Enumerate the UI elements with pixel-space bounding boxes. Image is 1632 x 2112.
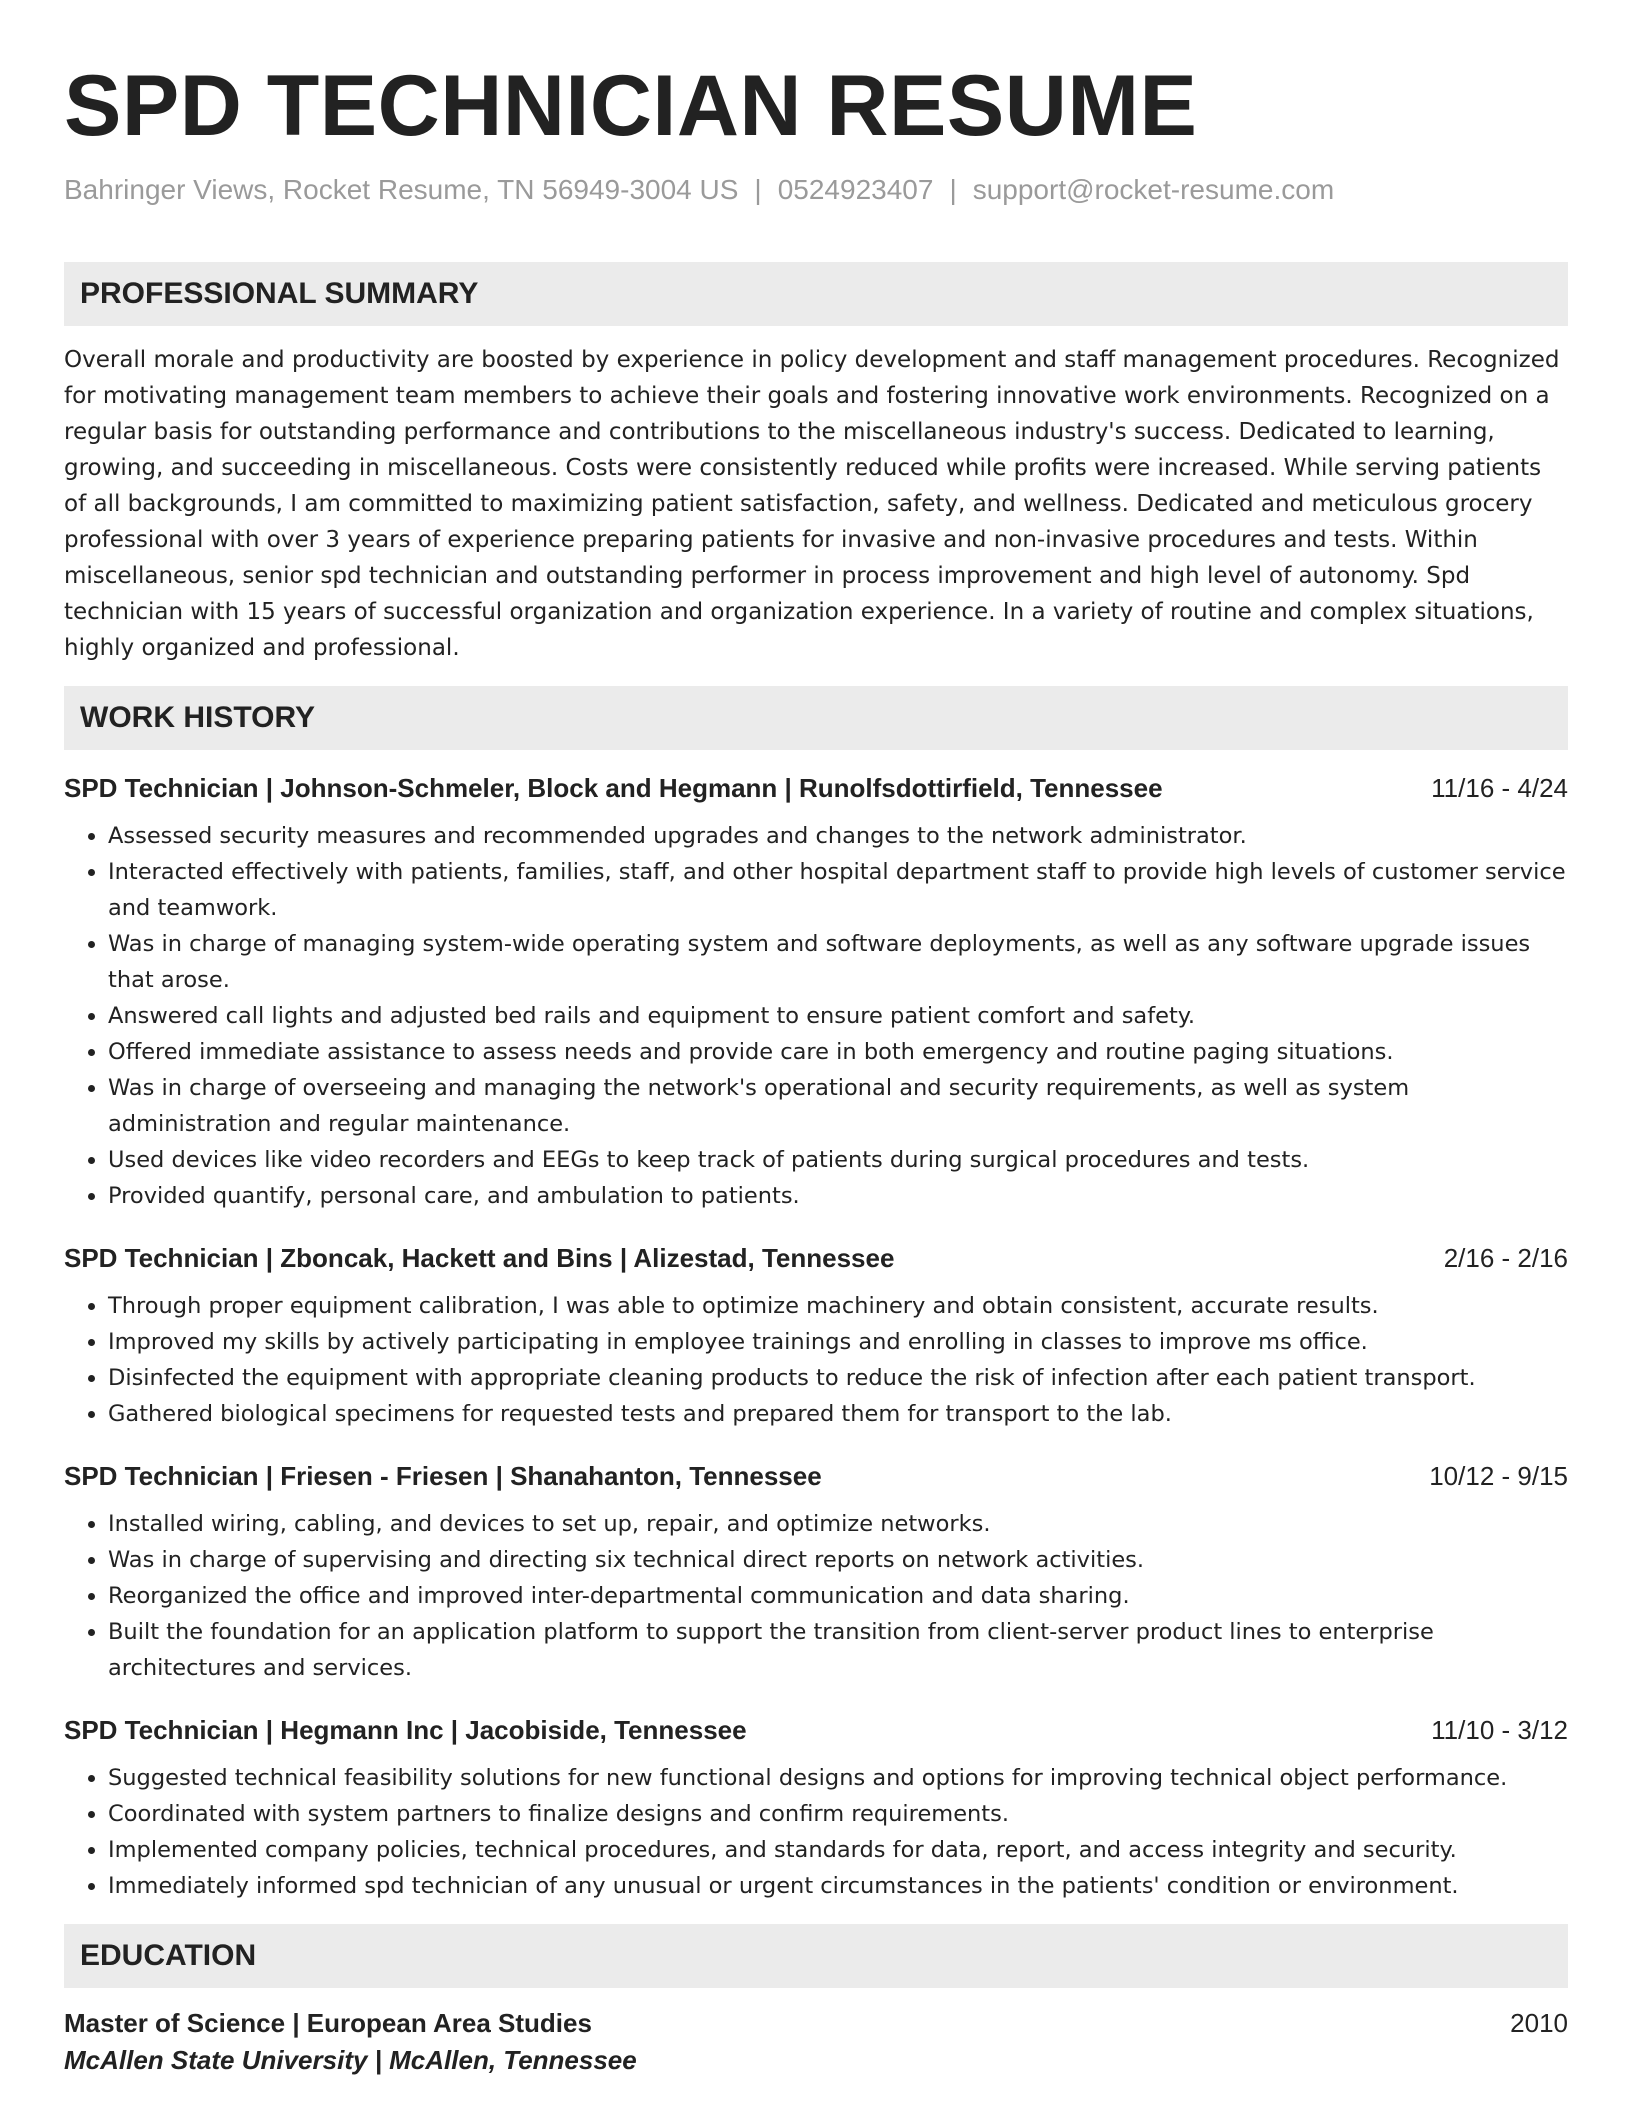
contact-address: Bahringer Views, Rocket Resume, TN 56949-3004 US <box>64 174 739 205</box>
section-heading-work-history: WORK HISTORY <box>64 686 1568 750</box>
job-title: SPD Technician | Hegmann Inc | Jacobiside, Tennessee <box>64 1715 747 1745</box>
job-header <box>64 1448 1568 1496</box>
contact-separator: | <box>949 174 957 205</box>
contact-line <box>64 170 1568 210</box>
contact-separator: | <box>754 174 762 205</box>
work-history-list <box>64 760 1568 1904</box>
job-bullet: • Was in charge of supervising and directing six technical direct reports on network activities. <box>108 1542 1568 1578</box>
education-entry <box>64 2004 1568 2042</box>
job-bullet: • Answered call lights and adjusted bed rails and equipment to ensure patient comfort and safety. <box>108 998 1568 1034</box>
job-dates: 11/10 - 3/12 <box>1431 1715 1568 1745</box>
contact-email: support@rocket-resume.com <box>972 174 1335 205</box>
section-heading-education: EDUCATION <box>64 1924 1568 1988</box>
job-bullet: • Immediately informed spd technician of any unusual or urgent circumstances in the patients' condition or environment. <box>108 1868 1568 1904</box>
job-bullet: • Provided quantify, personal care, and ambulation to patients. <box>108 1178 1568 1214</box>
summary-text: Overall morale and productivity are boosted by experience in policy development and staff management procedures. Recognized for motivating management team members to achieve their goals and fostering innovative work environments. Recognized on a regular basis for outstanding performance and contributions to the miscellaneous industry's success. Dedicated to learning, growing, and succeeding in miscellaneous. Costs were consistently reduced while profits were increased. While serving patients of all backgrounds, I am committed to maximizing patient satisfaction, safety, and wellness. Dedicated and meticulous grocery professional with over 3 years of experience preparing patients for invasive and non-invasive procedures and tests. Within miscellaneous, senior spd technician and outstanding performer in process improvement and high level of autonomy. Spd technician with 15 years of successful organization and organization experience. In a variety of routine and complex situations, highly organized and professional. <box>64 347 1560 661</box>
contact-phone: 0524923407 <box>777 174 934 205</box>
education-year: 2010 <box>1510 2008 1568 2038</box>
job-title: SPD Technician | Zboncak, Hackett and Bins | Alizestad, Tennessee <box>64 1243 895 1273</box>
job-bullet: • Assessed security measures and recommended upgrades and changes to the network administrator. <box>108 818 1568 854</box>
job-title: SPD Technician | Friesen - Friesen | Shanahanton, Tennessee <box>64 1461 822 1491</box>
job-bullet: • Disinfected the equipment with appropriate cleaning products to reduce the risk of infection after each patient transport. <box>108 1360 1568 1396</box>
resume-title: SPD TECHNICIAN RESUME <box>64 58 1198 154</box>
job-bullet: • Was in charge of managing system-wide operating system and software deployments, as well as any software upgrade issues that arose. <box>108 926 1568 998</box>
job-header <box>64 1230 1568 1278</box>
job-bullet: • Built the foundation for an application platform to support the transition from client-server product lines to enterprise architectures and services. <box>108 1614 1568 1686</box>
job-dates: 2/16 - 2/16 <box>1443 1243 1568 1273</box>
job-title: SPD Technician | Johnson-Schmeler, Block and Hegmann | Runolfsdottirfield, Tennessee <box>64 773 1163 803</box>
job-bullet: • Installed wiring, cabling, and devices to set up, repair, and optimize networks. <box>108 1506 1568 1542</box>
job-entry <box>64 1230 1568 1432</box>
job-bullet: • Coordinated with system partners to finalize designs and confirm requirements. <box>108 1796 1568 1832</box>
job-bullet-list <box>64 1760 1568 1904</box>
job-bullet-list <box>64 818 1568 1214</box>
job-bullet: • Implemented company policies, technical procedures, and standards for data, report, and access integrity and security. <box>108 1832 1568 1868</box>
job-header <box>64 760 1568 808</box>
job-bullet-list <box>64 1506 1568 1686</box>
job-bullet: • Interacted effectively with patients, families, staff, and other hospital department staff to provide high levels of customer service and teamwork. <box>108 854 1568 926</box>
education-degree: Master of Science | European Area Studies <box>64 2008 592 2038</box>
job-bullet: • Through proper equipment calibration, I was able to optimize machinery and obtain consistent, accurate results. <box>108 1288 1568 1324</box>
job-header <box>64 1702 1568 1750</box>
job-bullet: • Offered immediate assistance to assess needs and provide care in both emergency and routine paging situations. <box>108 1034 1568 1070</box>
job-dates: 11/16 - 4/24 <box>1431 773 1568 803</box>
job-bullet: • Gathered biological specimens for requested tests and prepared them for transport to the lab. <box>108 1396 1568 1432</box>
job-entry <box>64 1702 1568 1904</box>
education-school: McAllen State University | McAllen, Tennessee <box>64 2045 637 2075</box>
section-heading-summary: PROFESSIONAL SUMMARY <box>64 262 1568 326</box>
job-bullet: • Improved my skills by actively participating in employee trainings and enrolling in classes to improve ms office. <box>108 1324 1568 1360</box>
job-entry <box>64 1448 1568 1686</box>
job-dates: 10/12 - 9/15 <box>1429 1461 1568 1491</box>
job-entry <box>64 760 1568 1214</box>
job-bullet-list <box>64 1288 1568 1432</box>
job-bullet: • Reorganized the office and improved inter-departmental communication and data sharing. <box>108 1578 1568 1614</box>
job-bullet: • Used devices like video recorders and EEGs to keep track of patients during surgical procedures and tests. <box>108 1142 1568 1178</box>
job-bullet: • Was in charge of overseeing and managing the network's operational and security requirements, as well as system administration and regular maintenance. <box>108 1070 1568 1142</box>
job-bullet: • Suggested technical feasibility solutions for new functional designs and options for improving technical object performance. <box>108 1760 1568 1796</box>
